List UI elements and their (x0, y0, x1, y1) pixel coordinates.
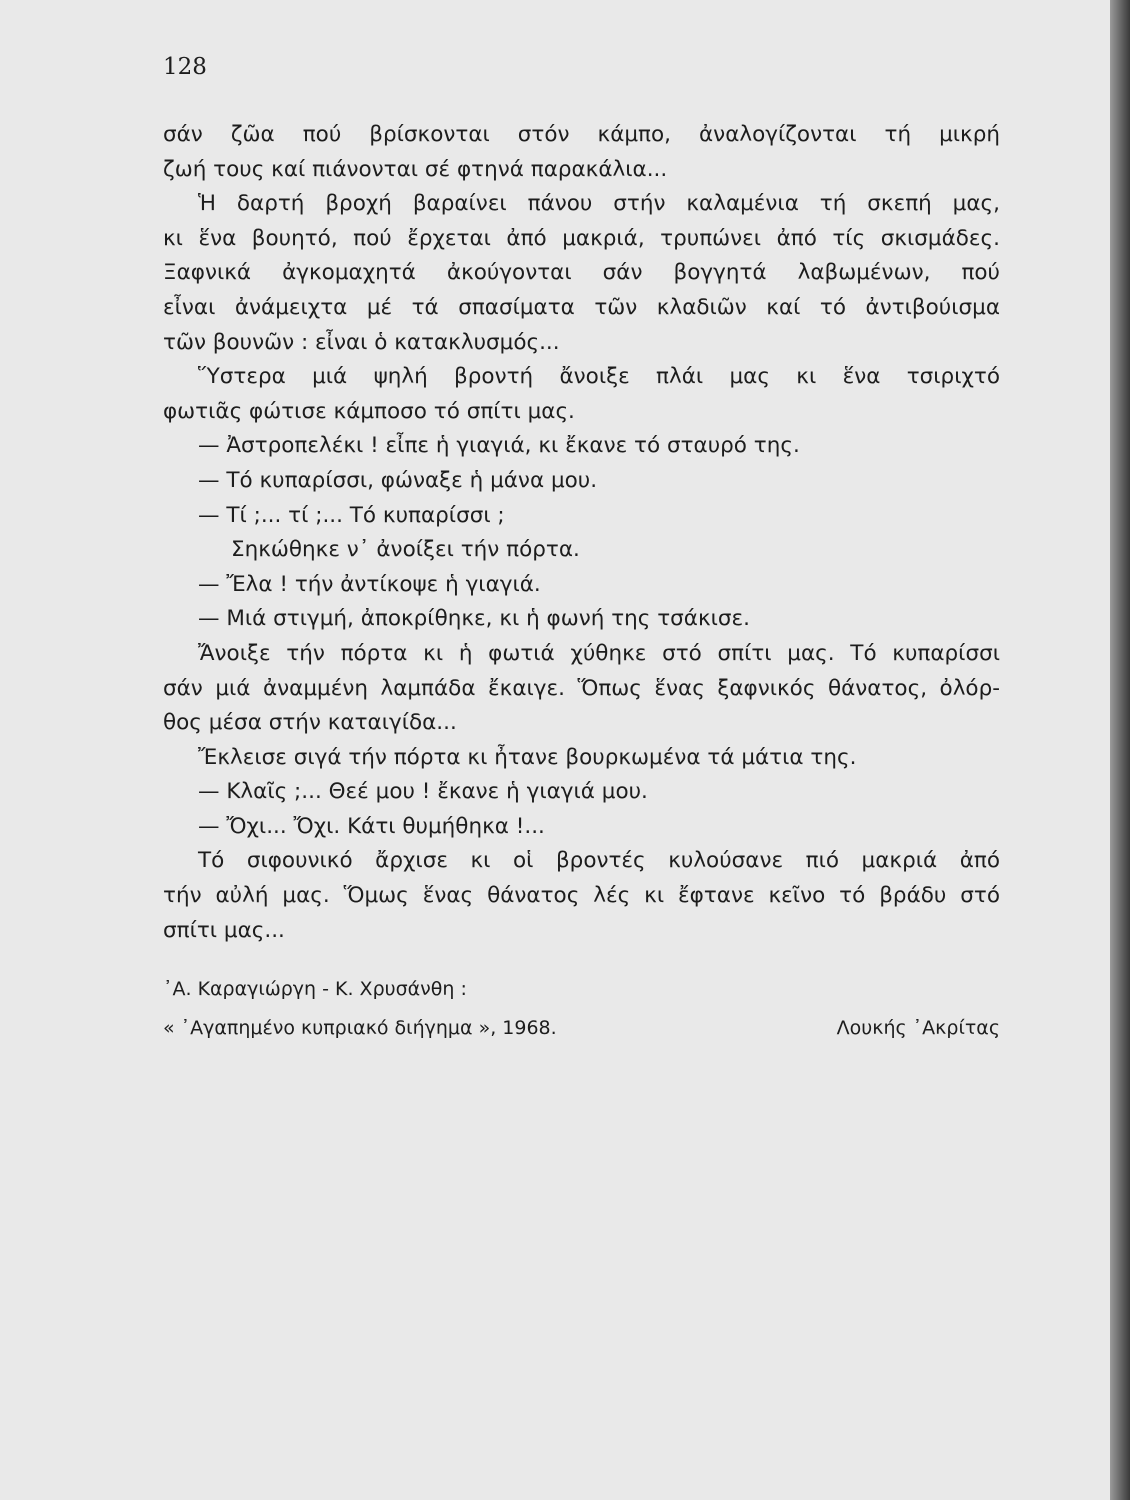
citation-author: Λουκής ᾿Ακρίτας (836, 1017, 1000, 1039)
text-line: Ἔκλεισε σιγά τήν πόρτα κι ἦτανε βουρκωμένα τά μάτια της. (198, 744, 857, 770)
dialogue-line: — Ἀστροπελέκι ! εἶπε ἡ γιαγιά, κι ἔκανε τό σταυρό της. (198, 433, 800, 459)
text-line: Σηκώθηκε ν᾿ ἀνοίξει τήν πόρτα. (231, 537, 580, 563)
dialogue-line: — Τί ;... τί ;... Τό κυπαρίσσι ; (198, 502, 505, 528)
page-edge-shadow (1110, 0, 1130, 1500)
text-line: ζωή τους καί πιάνονται σέ φτηνά παρακάλια... (163, 156, 668, 182)
text-line: κι ἕνα βουητό, πού ἔρχεται ἀπό μακριά, τρυπώνει ἀπό τίς σκισμάδες. (163, 225, 1000, 251)
text-line: Ἄνοιξε τήν πόρτα κι ἡ φωτιά χύθηκε στό σπίτι μας. Τό κυπαρίσσι (198, 640, 1000, 666)
text-line: σπίτι μας... (163, 917, 285, 943)
dialogue-line: — Μιά στιγμή, ἀποκρίθηκε, κι ἡ φωνή της τσάκισε. (198, 606, 751, 632)
text-line: σάν μιά ἀναμμένη λαμπάδα ἔκαιγε. Ὅπως ἕνας ξαφνικός θάνατος, ὀλόρ- (163, 675, 1000, 701)
dialogue-line: — Ὄχι... Ὄχι. Κάτι θυμήθηκα !... (198, 813, 545, 839)
citation-editors: ᾿Α. Καραγιώργη - Κ. Χρυσάνθη : (163, 978, 467, 1000)
text-line: τῶν βουνῶν : εἶναι ὁ κατακλυσμός... (163, 329, 560, 355)
body-text (163, 118, 1000, 948)
text-line: τήν αὐλή μας. Ὅμως ἕνας θάνατος λές κι ἔφτανε κεῖνο τό βράδυ στό (163, 883, 1000, 909)
text-line: φωτιᾶς φώτισε κάμποσο τό σπίτι μας. (163, 398, 575, 424)
text-line: σάν ζῶα πού βρίσκονται στόν κάμπο, ἀναλογίζονται τή μικρή (163, 122, 1000, 147)
dialogue-line: — Κλαῖς ;... Θεέ μου ! ἔκανε ἡ γιαγιά μου. (198, 779, 648, 805)
text-line: εἶναι ἀνάμειχτα μέ τά σπασίματα τῶν κλαδιῶν καί τό ἀντιβούισμα (163, 294, 1000, 320)
text-line: Ὕστερα μιά ψηλή βροντή ἄνοιξε πλάι μας κι ἕνα τσιριχτό (198, 364, 1000, 390)
text-line: Ἡ δαρτή βροχή βαραίνει πάνου στήν καλαμένια τή σκεπή μας, (198, 191, 1000, 217)
page-number: 128 (163, 54, 207, 80)
dialogue-line: — Τό κυπαρίσσι, φώναξε ἡ μάνα μου. (198, 467, 598, 493)
text-line: θος μέσα στήν καταιγίδα... (163, 710, 457, 736)
dialogue-line: — Ἔλα ! τήν ἀντίκοψε ἡ γιαγιά. (198, 571, 541, 597)
citation-book: « ᾿Αγαπημένο κυπριακό διήγημα », 1968. (163, 1017, 557, 1039)
text-line: Ξαφνικά ἀγκομαχητά ἀκούγονται σάν βογγητά λαβωμένων, πού (163, 260, 1000, 286)
source-citation (163, 970, 1000, 1048)
text-line: Τό σιφουνικό ἄρχισε κι οἱ βροντές κυλούσανε πιό μακριά ἀπό (198, 848, 1000, 874)
